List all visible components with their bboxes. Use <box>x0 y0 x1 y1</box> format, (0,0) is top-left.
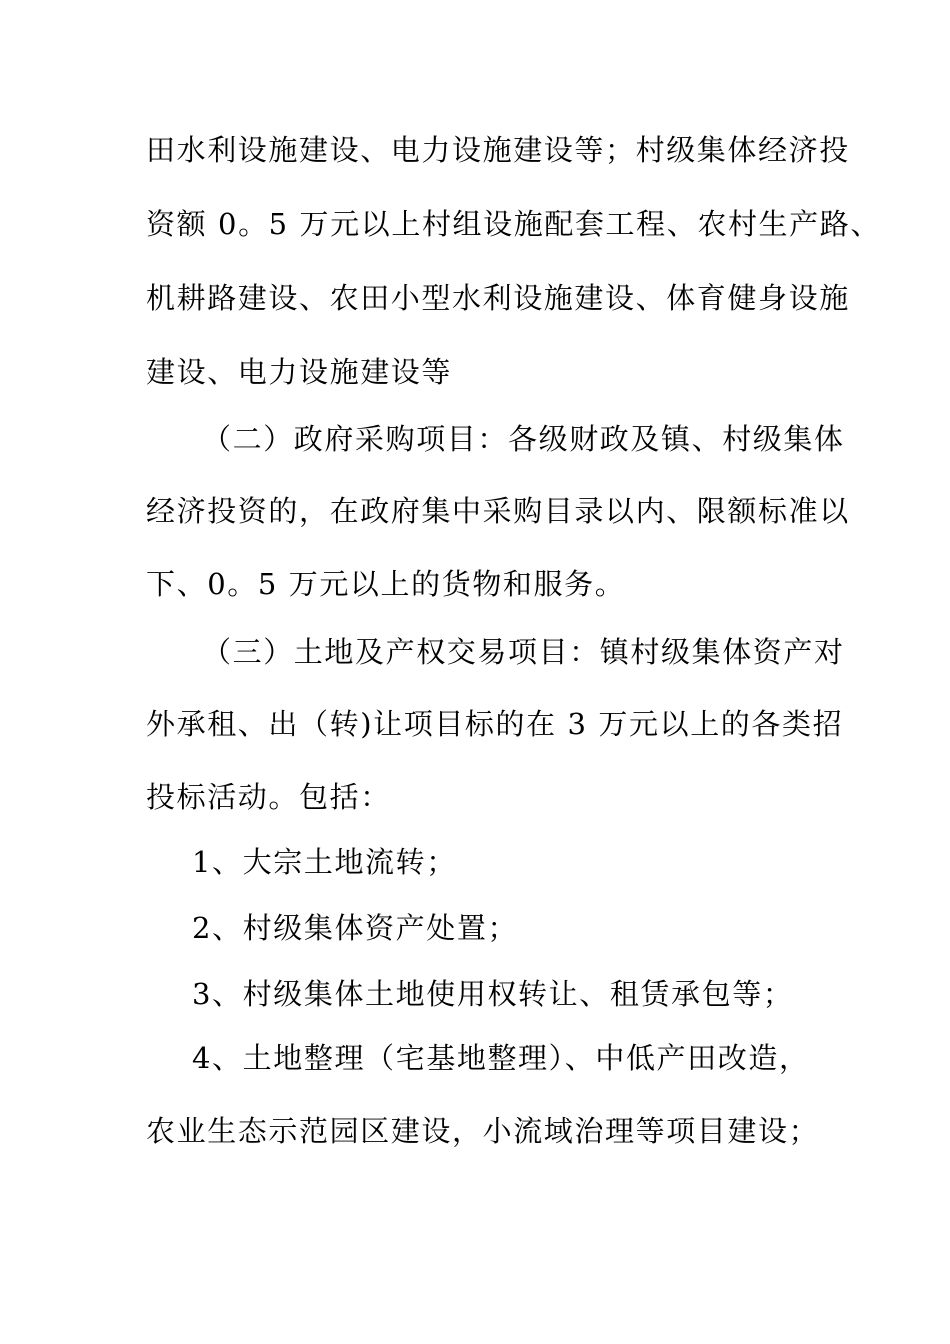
text-line-2: 资额 0。5 万元以上村组设施配套工程、农村生产路、 <box>146 207 881 241</box>
list-item-2: 2、村级集体资产处置； <box>192 911 519 945</box>
text-line-15: 农业生态示范园区建设，小流域治理等项目建设； <box>146 1114 820 1148</box>
section-heading-2: （二）政府采购项目：各级财政及镇、村级集体 <box>202 422 845 456</box>
text-line-9: 外承租、出（转)让项目标的在 3 万元以上的各类招 <box>146 707 844 741</box>
list-item-4: 4、土地整理（宅基地整理）、中低产田改造， <box>192 1041 810 1075</box>
text-line-6: 经济投资的，在政府集中采购目录以内、限额标准以 <box>146 494 850 528</box>
text-line-7: 下、0。5 万元以上的货物和服务。 <box>146 567 626 601</box>
text-line-3: 机耕路建设、农田小型水利设施建设、体育健身设施 <box>146 281 850 315</box>
list-item-3: 3、村级集体土地使用权转让、租赁承包等； <box>192 977 794 1011</box>
list-item-1: 1、大宗土地流转； <box>192 845 457 879</box>
text-line-4: 建设、电力设施建设等 <box>146 355 453 389</box>
section-heading-3: （三）土地及产权交易项目：镇村级集体资产对 <box>202 635 845 669</box>
text-line-1: 田水利设施建设、电力设施建设等；村级集体经济投 <box>146 133 850 167</box>
text-line-10: 投标活动。包括： <box>146 780 391 814</box>
